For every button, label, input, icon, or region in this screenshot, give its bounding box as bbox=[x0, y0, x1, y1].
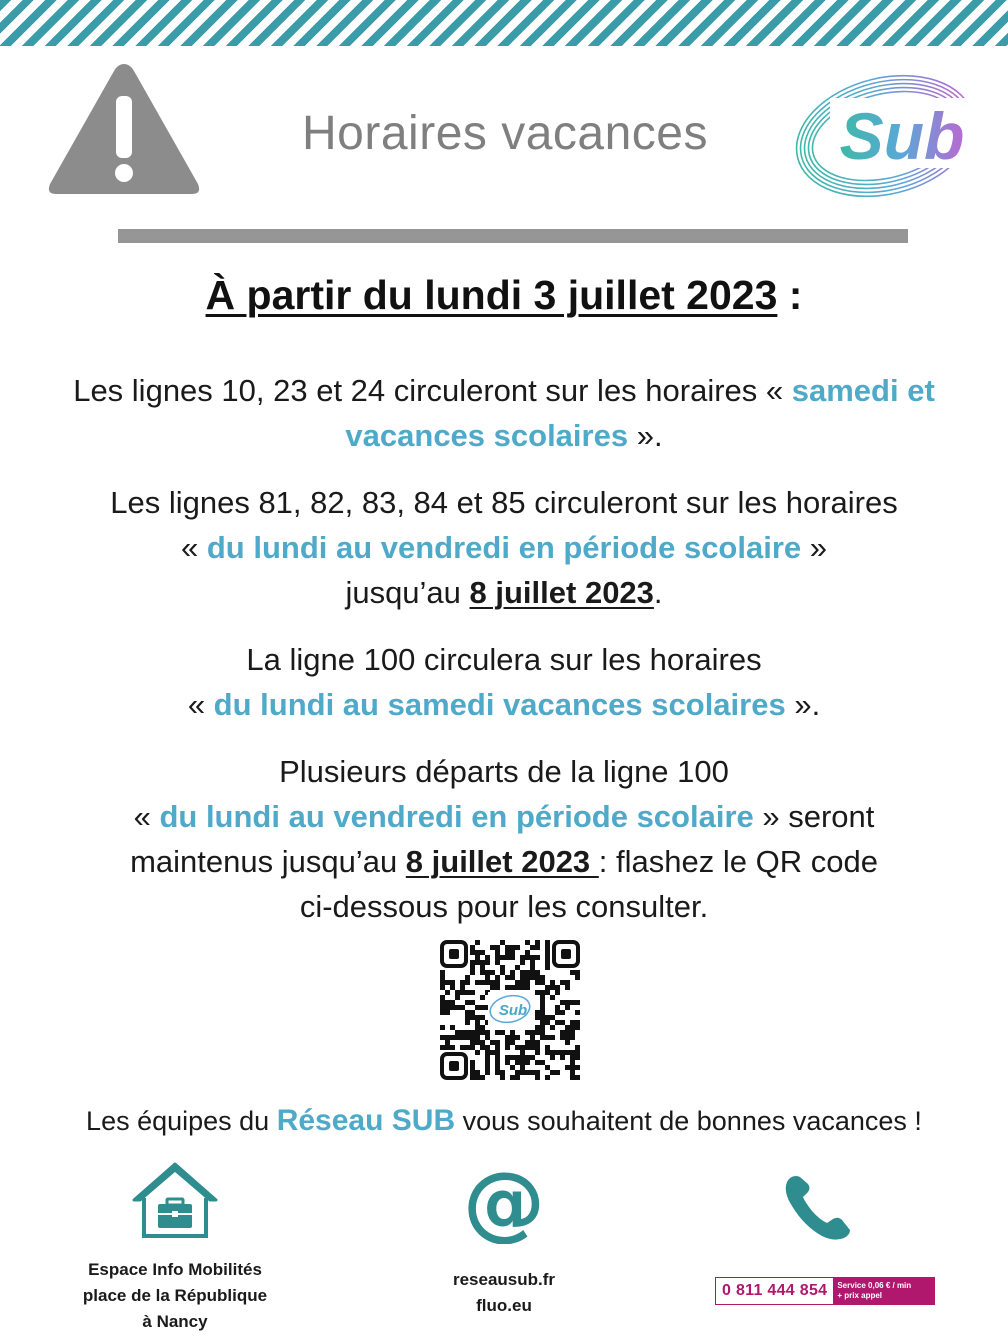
p2-date: 8 juillet 2023 bbox=[469, 575, 654, 610]
office-address bbox=[60, 1257, 290, 1335]
p4-before-date: maintenus jusqu’au bbox=[130, 844, 406, 879]
greeting-line bbox=[0, 1104, 1008, 1138]
phone-number: 0 811 444 854 bbox=[722, 1282, 828, 1299]
p2-until: jusqu’au bbox=[345, 575, 470, 610]
p3-quote-open: « bbox=[187, 687, 214, 722]
p4-after-highlight: » seront bbox=[753, 799, 875, 834]
headline-colon: : bbox=[777, 272, 803, 318]
p2-highlight: du lundi au vendredi en période scolaire bbox=[206, 530, 802, 565]
office-line3: à Nancy bbox=[142, 1312, 208, 1331]
p1-end: ». bbox=[628, 418, 663, 453]
p3-line1: La ligne 100 circulera sur les horaires bbox=[246, 642, 762, 677]
p4-line3 bbox=[40, 839, 968, 884]
p2-end: . bbox=[653, 575, 663, 610]
paragraph-lines-10-23-24 bbox=[40, 368, 968, 458]
greeting-after: vous souhaitent de bonnes vacances ! bbox=[455, 1106, 922, 1136]
p2-line3 bbox=[40, 570, 968, 615]
p2-line1: Les lignes 81, 82, 83, 84 et 85 circuleront sur les horaires bbox=[110, 485, 898, 520]
headline bbox=[0, 272, 1008, 319]
p4-date: 8 juillet 2023 bbox=[405, 844, 599, 879]
p3-quote-close: ». bbox=[785, 687, 821, 722]
warning-icon bbox=[44, 58, 204, 200]
sub-logo bbox=[790, 58, 980, 210]
p4-highlight: du lundi au vendredi en période scolaire bbox=[159, 799, 754, 834]
p4-line4: ci-dessous pour les consulter. bbox=[299, 889, 709, 924]
p3-highlight: du lundi au samedi vacances scolaires bbox=[213, 687, 786, 722]
phone-rate: Service 0,06 € / min bbox=[837, 1281, 912, 1290]
paragraph-line-100 bbox=[40, 637, 968, 727]
p1-text: Les lignes 10, 23 et 24 circuleront sur les horaires « bbox=[73, 373, 792, 408]
p4-line1: Plusieurs départs de la ligne 100 bbox=[279, 754, 729, 789]
greeting-before: Les équipes du bbox=[86, 1106, 277, 1136]
p1-highlight: samedi et vacances scolaires bbox=[345, 373, 935, 453]
paragraph-lines-81-85 bbox=[40, 480, 968, 615]
p4-quote-open: « bbox=[133, 799, 160, 834]
striped-header-band bbox=[0, 0, 1008, 46]
house-briefcase-icon bbox=[130, 1160, 220, 1240]
website-link-fluo[interactable]: fluo.eu bbox=[476, 1296, 532, 1315]
web-links bbox=[394, 1267, 614, 1319]
p4-line2 bbox=[40, 794, 968, 839]
p2-quote-close: » bbox=[801, 530, 828, 565]
brand-name: Réseau SUB bbox=[276, 1104, 456, 1137]
p3-line2 bbox=[40, 682, 968, 727]
paragraph-line-100-departures bbox=[40, 749, 968, 929]
page-title: Horaires vacances bbox=[302, 107, 708, 160]
headline-date: À partir du lundi 3 juillet 2023 bbox=[205, 272, 778, 318]
qr-code[interactable] bbox=[440, 940, 580, 1080]
p2-line2 bbox=[40, 525, 968, 570]
website-link-reseausub[interactable]: reseausub.fr bbox=[452, 1270, 556, 1289]
office-line1: Espace Info Mobilités bbox=[88, 1260, 262, 1279]
qr-logo-text: Sub bbox=[498, 1002, 528, 1019]
svg-text:@: @ bbox=[463, 1160, 545, 1244]
at-sign-icon bbox=[462, 1160, 546, 1244]
logo-text: Sub bbox=[839, 99, 965, 173]
p2-quote-open: « bbox=[180, 530, 207, 565]
p4-after-date: : flashez le QR code bbox=[598, 844, 878, 879]
phone-number-badge[interactable] bbox=[715, 1277, 935, 1305]
office-line2: place de la République bbox=[82, 1286, 268, 1305]
header-divider bbox=[118, 229, 908, 243]
phone-rate-tag bbox=[833, 1278, 934, 1304]
phone-icon bbox=[782, 1172, 854, 1244]
phone-rate-extra: + prix appel bbox=[837, 1291, 883, 1300]
